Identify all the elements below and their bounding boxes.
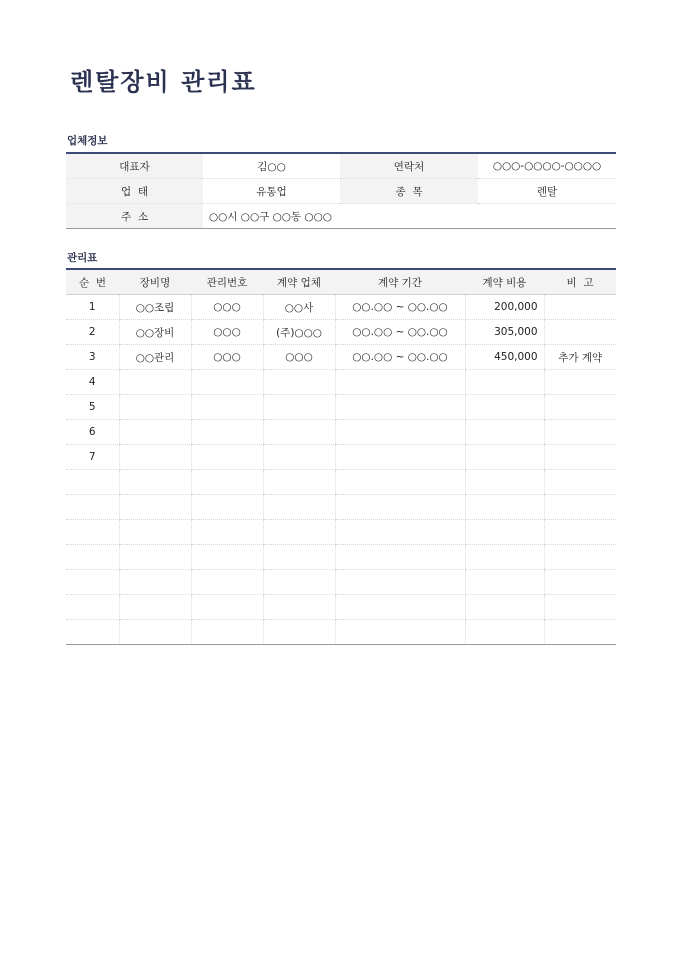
cell-vendor [263,395,335,420]
cell-mgmt-no [191,595,263,620]
cell-vendor [263,595,335,620]
cell-note: 추가 계약 [544,345,616,370]
cell-mgmt-no [191,545,263,570]
cell-period [335,620,465,645]
cell-equipment [119,595,191,620]
cell-no: 6 [66,420,119,445]
cell-vendor [263,445,335,470]
table-row [66,420,616,445]
col-header-period: 계약 기간 [335,269,465,295]
cell-no [66,470,119,495]
table-row [66,445,616,470]
table-row [66,320,616,345]
cell-no: 3 [66,345,119,370]
rep-value: 김○○ [203,153,340,179]
cell-equipment: ○○조립 [119,295,191,320]
cell-cost [465,445,544,470]
cell-equipment [119,420,191,445]
address-label: 주 소 [66,204,203,229]
company-row [66,153,616,179]
cell-note [544,320,616,345]
cell-no [66,570,119,595]
cell-period [335,495,465,520]
cell-cost [465,620,544,645]
cell-cost [465,370,544,395]
company-row [66,204,616,229]
cell-vendor [263,520,335,545]
company-info-table [66,152,616,229]
cell-equipment [119,445,191,470]
business-item-label: 종 목 [340,179,478,204]
table-row [66,595,616,620]
cell-period [335,520,465,545]
table-row [66,620,616,645]
cell-mgmt-no [191,370,263,395]
contact-value: ○○○-○○○○-○○○○ [478,153,616,179]
cell-mgmt-no [191,395,263,420]
contact-label: 연락처 [340,153,478,179]
cell-period [335,570,465,595]
cell-mgmt-no [191,445,263,470]
col-header-cost: 계약 비용 [465,269,544,295]
cell-mgmt-no [191,520,263,545]
col-header-no: 순 번 [66,269,119,295]
cell-period [335,370,465,395]
cell-cost [465,520,544,545]
cell-no [66,595,119,620]
cell-equipment [119,620,191,645]
cell-no [66,620,119,645]
cell-note [544,370,616,395]
cell-cost [465,570,544,595]
business-type-label: 업 태 [66,179,203,204]
header-row [66,269,616,295]
cell-vendor: ○○○ [263,345,335,370]
cell-mgmt-no: ○○○ [191,295,263,320]
col-header-mgmt-no: 관리번호 [191,269,263,295]
cell-no: 1 [66,295,119,320]
cell-equipment [119,520,191,545]
cell-cost [465,470,544,495]
cell-note [544,595,616,620]
cell-note [544,420,616,445]
table-row [66,520,616,545]
cell-equipment [119,495,191,520]
company-row [66,179,616,204]
cell-vendor [263,495,335,520]
cell-note [544,395,616,420]
cell-mgmt-no [191,420,263,445]
col-header-vendor: 계약 업체 [263,269,335,295]
cell-vendor: (주)○○○ [263,320,335,345]
cell-vendor [263,620,335,645]
mgmt-section-label: 관리표 [67,252,98,264]
cell-equipment [119,570,191,595]
cell-equipment [119,545,191,570]
cell-equipment [119,395,191,420]
cell-note [544,445,616,470]
cell-mgmt-no: ○○○ [191,345,263,370]
cell-mgmt-no [191,495,263,520]
cell-cost [465,545,544,570]
cell-vendor [263,545,335,570]
cell-note [544,620,616,645]
cell-note [544,520,616,545]
cell-vendor [263,470,335,495]
cell-vendor: ○○사 [263,295,335,320]
table-row [66,370,616,395]
cell-vendor [263,370,335,395]
cell-period: ○○.○○ ~ ○○.○○ [335,320,465,345]
cell-cost: 450,000 [465,345,544,370]
cell-mgmt-no [191,570,263,595]
cell-note [544,545,616,570]
cell-no: 5 [66,395,119,420]
address-value: ○○시 ○○구 ○○동 ○○○ [209,210,332,223]
table-row [66,295,616,320]
cell-equipment [119,370,191,395]
cell-mgmt-no [191,620,263,645]
rep-label: 대표자 [66,153,203,179]
cell-period: ○○.○○ ~ ○○.○○ [335,295,465,320]
cell-period [335,545,465,570]
cell-period: ○○.○○ ~ ○○.○○ [335,345,465,370]
cell-cost [465,395,544,420]
cell-period [335,470,465,495]
cell-no: 4 [66,370,119,395]
cell-equipment [119,470,191,495]
cell-period [335,420,465,445]
cell-no [66,495,119,520]
cell-cost [465,420,544,445]
col-header-note: 비 고 [544,269,616,295]
col-header-equipment: 장비명 [119,269,191,295]
table-row [66,570,616,595]
cell-no [66,520,119,545]
cell-no [66,545,119,570]
table-row [66,345,616,370]
company-section-label: 업체정보 [67,135,108,147]
cell-cost: 200,000 [465,295,544,320]
cell-no: 2 [66,320,119,345]
cell-note [544,495,616,520]
document-title: 렌탈장비 관리표 [70,68,257,96]
cell-period [335,445,465,470]
cell-cost [465,495,544,520]
cell-cost: 305,000 [465,320,544,345]
cell-note [544,570,616,595]
management-table [66,268,616,645]
table-row [66,470,616,495]
cell-period [335,395,465,420]
cell-note [544,295,616,320]
table-row [66,395,616,420]
cell-mgmt-no: ○○○ [191,320,263,345]
cell-no: 7 [66,445,119,470]
business-type-value: 유통업 [203,179,340,204]
cell-period [335,595,465,620]
cell-cost [465,595,544,620]
cell-mgmt-no [191,470,263,495]
business-item-value: 렌탈 [478,179,616,204]
table-row [66,545,616,570]
cell-note [544,470,616,495]
cell-equipment: ○○장비 [119,320,191,345]
cell-vendor [263,420,335,445]
table-row [66,495,616,520]
cell-vendor [263,570,335,595]
cell-equipment: ○○관리 [119,345,191,370]
